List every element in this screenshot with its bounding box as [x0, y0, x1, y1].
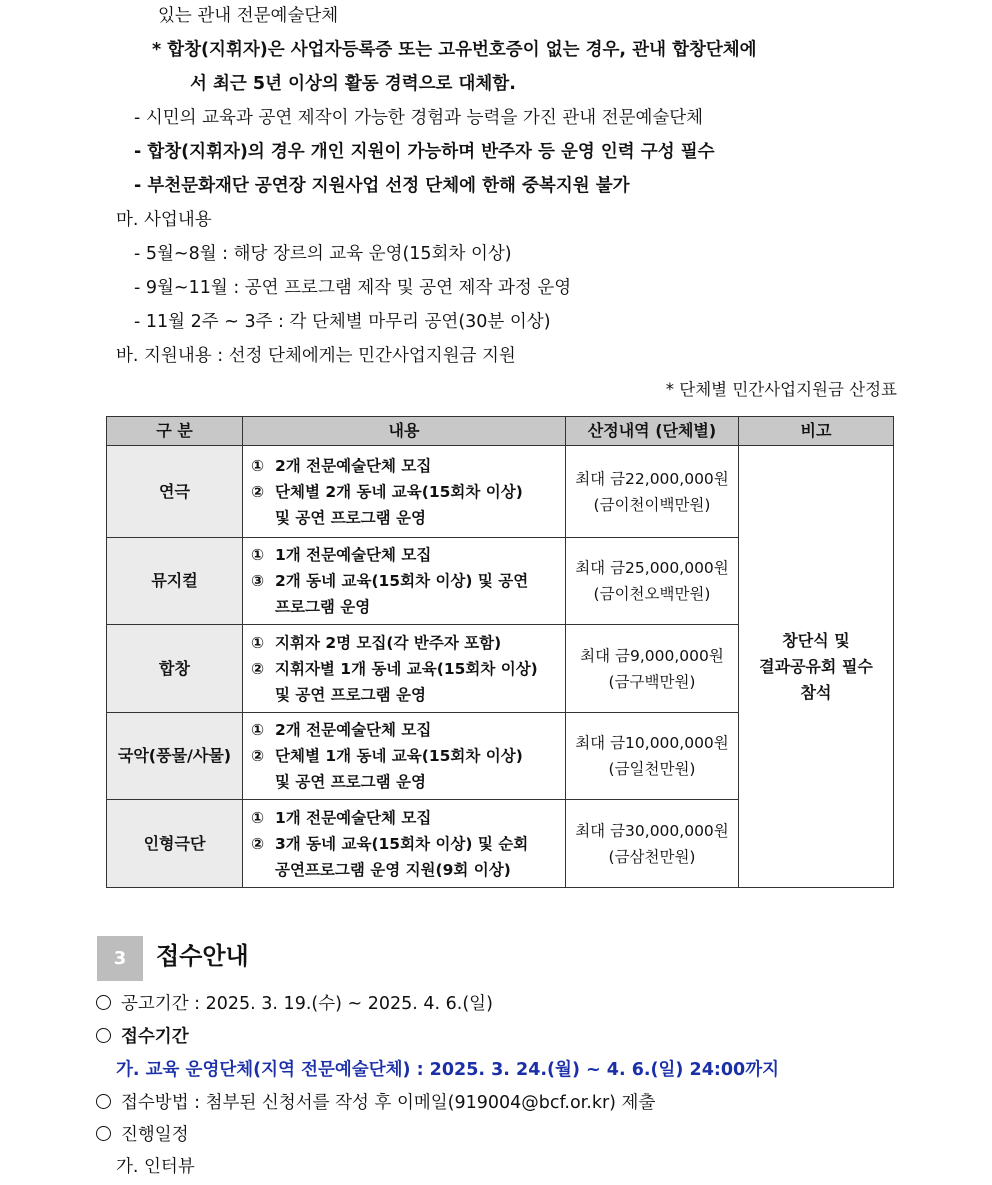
schedule-item-1: - 5월~8월 : 해당 장르의 교육 운영(15회차 이상) — [134, 244, 512, 264]
method-line — [96, 1093, 655, 1114]
schedule-item-2: - 9월~11월 : 공연 프로그램 제작 및 공연 제작 과정 운영 — [134, 278, 572, 298]
row-content — [243, 800, 566, 888]
header-amount: 산정내역 (단체별) — [566, 417, 739, 446]
content-item: 2개 동네 교육(15회차 이상) 및 공연 — [275, 572, 529, 590]
table-row — [107, 446, 894, 538]
content-item: 3개 동네 교육(15회차 이상) 및 순회 — [275, 834, 529, 853]
item-number: ② — [251, 659, 265, 678]
content-continuation: 공연프로그램 운영 지원(9회 이상) — [275, 860, 511, 879]
receipt-detail: 가. 교육 운영단체(지역 전문예술단체) : 2025. 3. 24.(월) ~ 4. 6.(일) 24:00까지 — [116, 1060, 780, 1080]
content-item: 지휘자 2명 모집(각 반주자 포함) — [275, 633, 502, 652]
row-content — [243, 713, 566, 800]
row-category: 인형극단 — [107, 800, 243, 888]
note-line: 창단식 및 — [782, 630, 850, 650]
content-item: 2개 전문예술단체 모집 — [275, 456, 432, 475]
item-number: ① — [251, 633, 265, 652]
row-category: 뮤지컬 — [107, 538, 243, 625]
row-category: 합창 — [107, 625, 243, 713]
notice-period: 공고기간 : 2025. 3. 19.(수) ~ 2025. 4. 6.(일) — [121, 994, 493, 1014]
eligibility-continuation: 있는 관내 전문예술단체 — [158, 6, 339, 26]
section-number-badge: 3 — [97, 936, 143, 981]
row-amount — [566, 446, 739, 538]
row-amount — [566, 538, 739, 625]
row-category: 국악(풍물/사물) — [107, 713, 243, 800]
amount-max: 최대 금25,000,000원 — [575, 559, 729, 577]
schedule-item-3: - 11월 2주 ~ 3주 : 각 단체별 마무리 공연(30분 이상) — [134, 312, 551, 332]
submission-method: 접수방법 : 첨부된 신청서를 작성 후 이메일(919004@bcf.or.kr) 제출 — [121, 1093, 656, 1113]
content-item: 단체별 1개 동네 교육(15회차 이상) — [275, 747, 523, 765]
requirement-3: - 부천문화재단 공연장 지원사업 선정 단체에 한해 중복지원 불가 — [134, 176, 630, 196]
content-continuation: 및 공연 프로그램 운영 — [275, 773, 426, 791]
item-number: ① — [251, 721, 265, 739]
section-title: 접수안내 — [156, 942, 249, 970]
item-number: ① — [251, 808, 265, 827]
row-amount — [566, 800, 739, 888]
header-category: 구 분 — [107, 417, 243, 446]
content-continuation: 및 공연 프로그램 운영 — [275, 685, 426, 704]
item-number: ② — [251, 482, 265, 501]
amount-korean: (금일천만원) — [608, 760, 696, 778]
header-note: 비고 — [739, 417, 894, 446]
row-content — [243, 446, 566, 538]
item-number: ② — [251, 834, 265, 853]
item-number: ① — [251, 546, 265, 564]
requirement-1: - 시민의 교육과 공연 제작이 가능한 경험과 능력을 가진 관내 전문예술단체 — [134, 108, 704, 128]
content-item: 1개 전문예술단체 모집 — [275, 808, 432, 827]
item-number: ② — [251, 747, 265, 765]
schedule-heading: 진행일정 — [121, 1125, 189, 1145]
row-content — [243, 625, 566, 713]
section-ba-heading: 바. 지원내용 : 선정 단체에게는 민간사업지원금 지원 — [116, 346, 516, 366]
content-item: 지휘자별 1개 동네 교육(15회차 이상) — [275, 659, 538, 678]
row-amount — [566, 625, 739, 713]
note-line: 결과공유회 필수 — [759, 656, 873, 676]
requirement-2: - 합창(지휘자)의 경우 개인 지원이 가능하며 반주자 등 운영 인력 구성 필수 — [134, 142, 715, 162]
schedule-line — [96, 1125, 189, 1146]
content-item: 2개 전문예술단체 모집 — [275, 721, 432, 739]
row-content — [243, 538, 566, 625]
row-amount — [566, 713, 739, 800]
amount-max: 최대 금22,000,000원 — [575, 469, 729, 488]
amount-korean: (금구백만원) — [608, 672, 696, 691]
circle-bullet-icon — [96, 1028, 111, 1043]
note-line: 참석 — [800, 682, 832, 702]
row-category: 연극 — [107, 446, 243, 538]
item-number: ① — [251, 456, 265, 475]
amount-korean: (금삼천만원) — [608, 847, 696, 866]
notice-period-line — [96, 994, 493, 1015]
choir-note-line-2: 서 최근 5년 이상의 활동 경력으로 대체함. — [190, 74, 516, 94]
circle-bullet-icon — [96, 995, 111, 1010]
content-item: 1개 전문예술단체 모집 — [275, 546, 432, 564]
section-ma-heading: 마. 사업내용 — [116, 210, 212, 230]
choir-note-line-1: * 합창(지휘자)은 사업자등록증 또는 고유번호증이 없는 경우, 관내 합창단체에 — [152, 40, 757, 60]
receipt-period-line — [96, 1027, 189, 1048]
table-caption: * 단체별 민간사업지원금 산정표 — [665, 380, 897, 399]
amount-korean: (금이천이백만원) — [593, 495, 711, 514]
content-item: 단체별 2개 동네 교육(15회차 이상) — [275, 482, 523, 501]
circle-bullet-icon — [96, 1126, 111, 1141]
table-header-row — [107, 417, 894, 446]
content-continuation: 및 공연 프로그램 운영 — [275, 508, 426, 527]
amount-max: 최대 금30,000,000원 — [575, 821, 729, 840]
support-amount-table — [106, 416, 894, 888]
amount-max: 최대 금10,000,000원 — [575, 734, 729, 752]
amount-max: 최대 금9,000,000원 — [580, 646, 724, 665]
schedule-item: 가. 인터뷰 — [116, 1157, 195, 1177]
content-continuation: 프로그램 운영 — [275, 598, 371, 616]
receipt-heading: 접수기간 — [121, 1027, 189, 1047]
circle-bullet-icon — [96, 1094, 111, 1109]
header-content: 내용 — [243, 417, 566, 446]
amount-korean: (금이천오백만원) — [593, 585, 711, 603]
note-cell — [739, 446, 894, 888]
item-number: ③ — [251, 572, 265, 590]
